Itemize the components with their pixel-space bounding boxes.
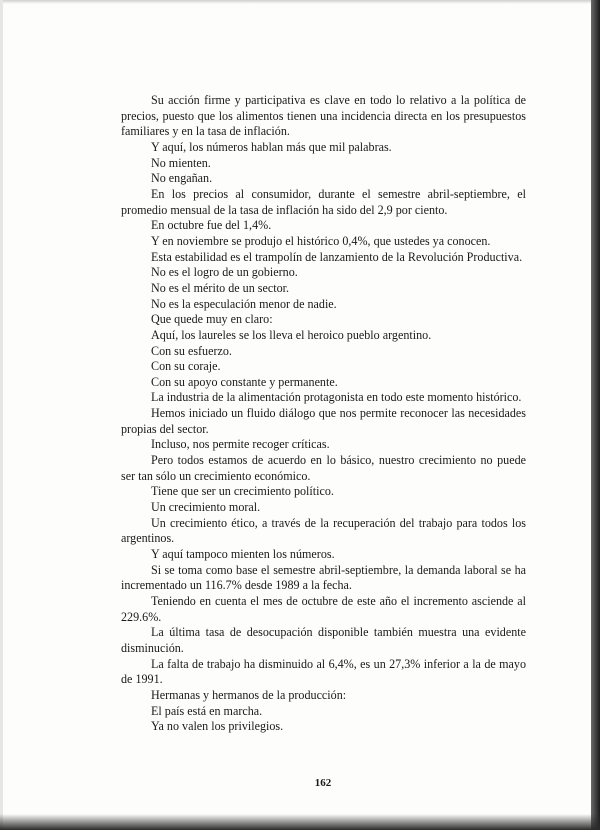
paragraph: Con su apoyo constante y permanente. [151, 374, 338, 389]
paragraph: Hermanas y hermanos de la producción: [151, 687, 347, 702]
scan-shadow-top [0, 0, 600, 4]
paragraph: No es la especulación menor de nadie. [151, 296, 337, 311]
paragraph: Aquí, los laureles se los lleva el heroico pueblo argentino. [151, 327, 432, 342]
paragraph: Incluso, nos permite recoger críticas. [151, 437, 330, 452]
scan-shadow-right [591, 0, 600, 830]
body-text [121, 93, 526, 735]
scan-shadow-left [0, 0, 3, 830]
paragraph: No es el logro de un gobierno. [151, 265, 298, 280]
paragraph: Y aquí tampoco mienten los números. [151, 547, 335, 562]
paragraph: Tiene que ser un crecimiento político. [151, 484, 334, 499]
paragraph: Su acción firme y participativa es clave en todo lo relativo a la política de precios, puesto que los alimentos tienen una incidencia directa en los presupuestos familiares y en la tasa de inflación. [121, 93, 526, 139]
paragraph: No es el mérito de un sector. [151, 280, 290, 295]
paragraph: El país está en marcha. [151, 703, 263, 718]
paragraph: En los precios al consumidor, durante el semestre abril-septiembre, el promedio mensual de la tasa de inflación ha sido del 2,9 por ciento. [121, 186, 526, 217]
paragraph: Con su esfuerzo. [151, 343, 232, 358]
paragraph: No mienten. [151, 155, 211, 170]
paragraph: Hemos iniciado un fluido diálogo que nos permite reconocer las necesidades propias del sector. [121, 406, 526, 436]
paragraph: Si se toma como base el semestre abril-septiembre, la demanda laboral se ha incrementado un 116.7% desde 1989 a la fecha. [121, 562, 526, 593]
paragraph: Que quede muy en claro: [151, 312, 273, 327]
paragraph: Y en noviembre se produjo el histórico 0,4%, que ustedes ya conocen. [151, 233, 491, 248]
paragraph: Ya no valen los privilegios. [151, 719, 284, 734]
paragraph: Un crecimiento moral. [151, 500, 261, 515]
paragraph: No engañan. [151, 171, 213, 186]
paragraph: La última tasa de desocupación disponible también muestra una evidente disminución. [121, 625, 526, 655]
paragraph: Un crecimiento ético, a través de la recuperación del trabajo para todos los argentinos. [121, 515, 526, 546]
paragraph: Con su coraje. [151, 359, 221, 374]
page-number: 162 [314, 777, 332, 789]
scan-shadow-bottom [0, 814, 600, 830]
paragraph: Y aquí, los números hablan más que mil palabras. [151, 139, 392, 154]
paragraph: La industria de la alimentación protagonista en todo este momento histórico. [151, 390, 522, 405]
paragraph: La falta de trabajo ha disminuido al 6,4%, es un 27,3% inferior a la de mayo de 1991. [121, 656, 526, 687]
paragraph: Teniendo en cuenta el mes de octubre de este año el incremento asciende al 229.6%. [121, 594, 526, 624]
paragraph: Esta estabilidad es el trampolín de lanzamiento de la Revolución Productiva. [151, 249, 523, 264]
paragraph: En octubre fue del 1,4%. [151, 218, 272, 233]
paragraph: Pero todos estamos de acuerdo en lo básico, nuestro crecimiento no puede ser tan sólo un crecimiento económico. [121, 453, 526, 483]
